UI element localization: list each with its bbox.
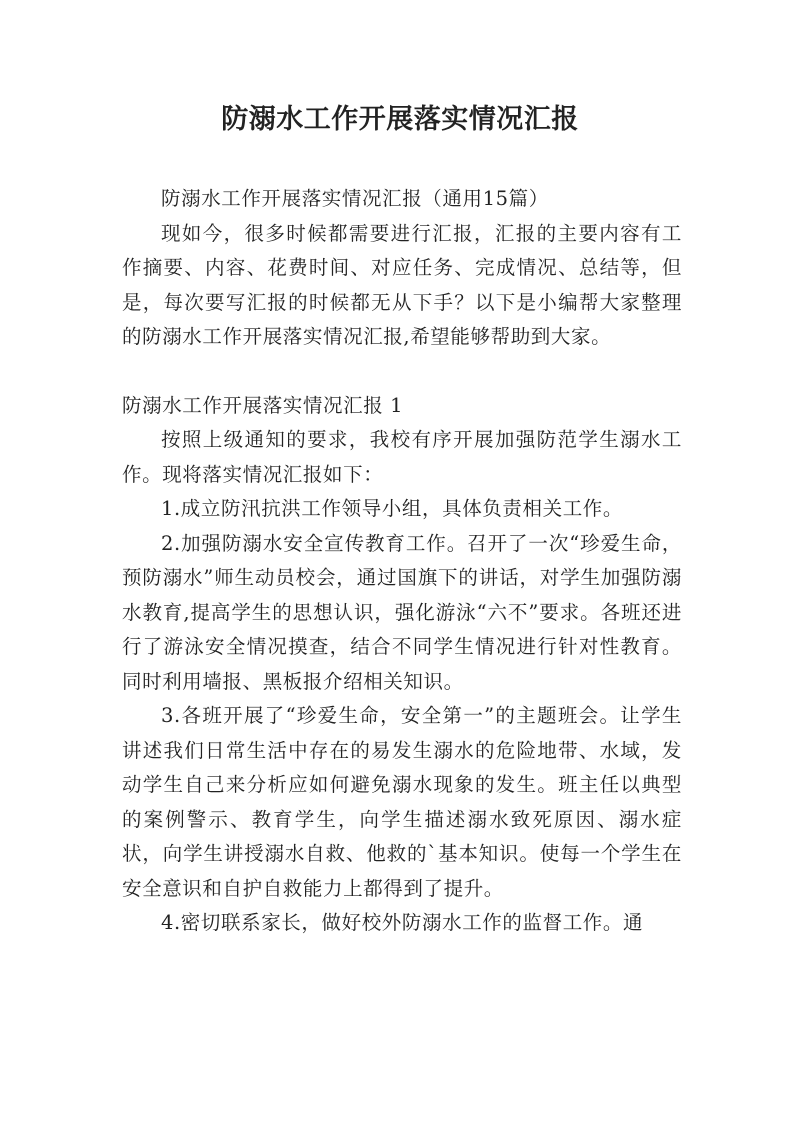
body-paragraph: 2.加强防溺水安全宣传教育工作。召开了一次“珍爱生命，预防溺水”师生动员校会，通过国旗下的讲话，对学生加强防溺水教育,提高学生的思想认识，强化游泳“六不”要求。各班还进行了游泳安全情况摸查，结合不同学生情况进行针对性教育。同时利用墙报、黑板报介绍相关知识。 [122, 531, 682, 693]
intro-paragraph: 现如今，很多时候都需要进行汇报，汇报的主要内容有工作摘要、内容、花费时间、对应任务、完成情况、总结等，但是，每次要写汇报的时候都无从下手？以下是小编帮大家整理的防溺水工作开展落实情况汇报,希望能够帮助到大家。 [122, 221, 682, 348]
paragraph-gap [122, 355, 682, 389]
document-body [122, 182, 682, 941]
document-subtitle: 防溺水工作开展落实情况汇报（通用15篇） [161, 187, 549, 210]
body-paragraph: 按照上级通知的要求，我校有序开展加强防范学生溺水工作。现将落实情况汇报如下： [122, 428, 682, 486]
body-paragraph: 3.各班开展了“珍爱生命，安全第一”的主题班会。让学生讲述我们日常生活中存在的易发生溺水的危险地带、水域，发动学生自己来分析应如何避免溺水现象的发生。班主任以典型的案例警示、教育学生，向学生描述溺水致死原因、溺水症状，向学生讲授溺水自救、他救的`基本知识。使每一个学生在安全意识和自护自救能力上都得到了提升。 [122, 704, 682, 900]
section-heading: 防溺水工作开展落实情况汇报 1 [122, 393, 404, 417]
document-title: 防溺水工作开展落实情况汇报 [221, 104, 579, 135]
body-paragraph: 1.成立防汛抗洪工作领导小组，具体负责相关工作。 [161, 497, 624, 520]
body-paragraph: 4.密切联系家长，做好校外防溺水工作的监督工作。通 [161, 911, 644, 934]
